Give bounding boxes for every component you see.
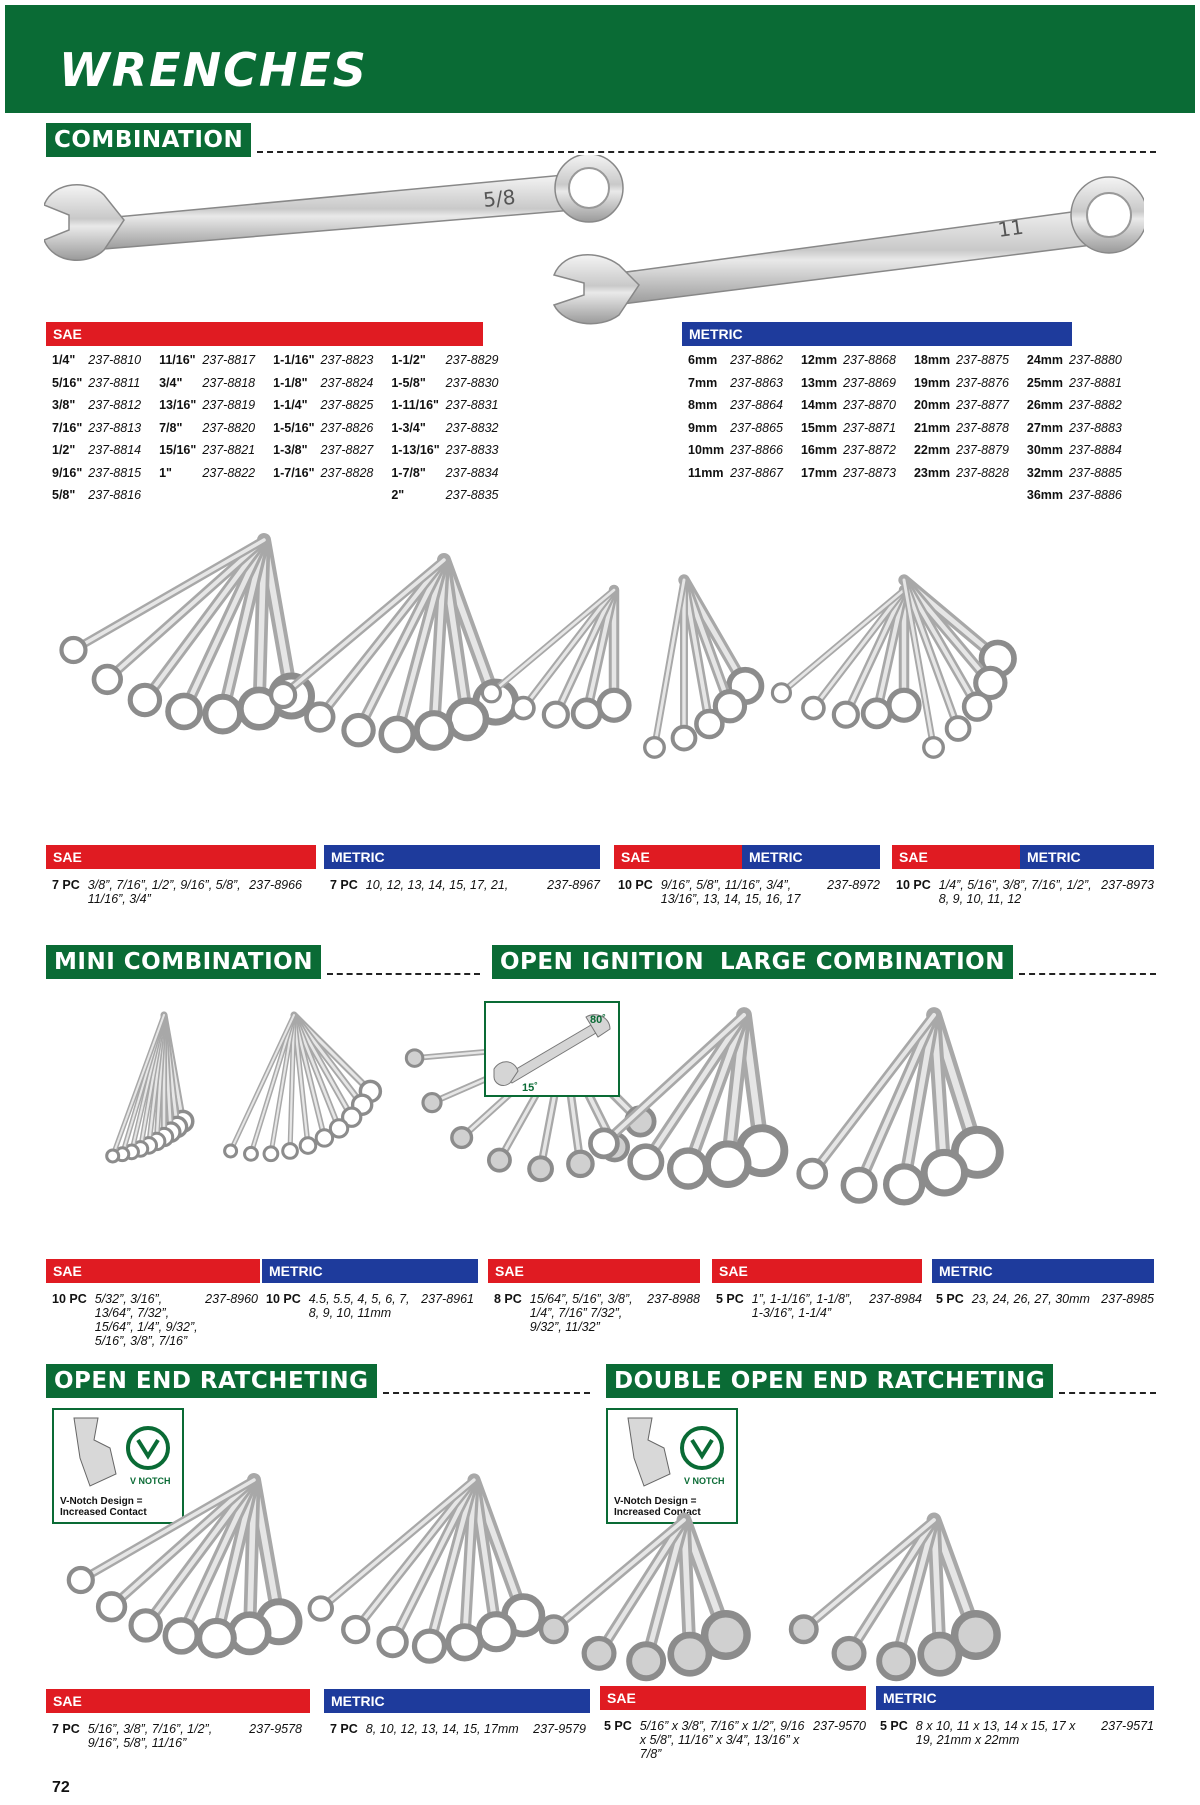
kit-sizes: 10, 12, 13, 14, 15, 17, 21, <box>365 878 509 892</box>
sae-bar: SAE <box>46 1259 260 1283</box>
page-number: 72 <box>52 1779 70 1796</box>
section-divider <box>1019 973 1156 975</box>
wrench-left <box>44 155 623 260</box>
wrench-size: 7mm <box>688 375 718 390</box>
kit-oer-sae-7 <box>52 1722 302 1750</box>
wrench-set-oer-sae <box>69 1480 299 1656</box>
part-number: 237-8827 <box>320 443 374 457</box>
kit-combo-mixed-10a <box>618 878 880 906</box>
part-number: 237-8886 <box>1069 488 1122 502</box>
wrench-set-oer-metric <box>310 1480 542 1661</box>
kit-sizes: 5/32”, 3/16”, 13/64”, 7/32”, 15/64”, 1/4”, 9/32”, 5/16”, 3/8”, 7/16” <box>94 1292 198 1348</box>
section-divider <box>383 1392 590 1394</box>
wrench-size: 24mm <box>1026 353 1064 367</box>
part-number: 237-8871 <box>843 420 896 435</box>
kit-part-number: 237-8961 <box>421 1292 474 1306</box>
kit-ignition-sae-8 <box>494 1292 700 1334</box>
kit-large-metric-5 <box>936 1292 1154 1306</box>
wrench-size: 8mm <box>688 398 718 412</box>
wrench-set-metric-7pc <box>271 560 516 750</box>
wrench-size: 30mm <box>1026 443 1064 457</box>
part-row <box>52 463 515 484</box>
wrench-set-mixed-10pc-b <box>772 580 1014 757</box>
vnotch-caption-line: V-Notch Design = <box>614 1496 697 1507</box>
part-number: 237-8833 <box>445 443 499 457</box>
part-row <box>688 395 1138 416</box>
kit-piece-count: 7 PC <box>330 1722 358 1736</box>
kit-piece-count: 8 PC <box>494 1292 522 1306</box>
angle-label: 80˚ <box>590 1014 606 1026</box>
part-number: 237-8824 <box>320 375 374 390</box>
section-header-open-ignition <box>492 945 705 979</box>
wrench-size: 1/4" <box>52 353 76 367</box>
part-number <box>202 485 271 506</box>
kit-sizes: 8, 10, 12, 13, 14, 15, 17mm <box>365 1722 519 1736</box>
kit-doer-metric-5 <box>880 1719 1154 1747</box>
kit-combo-sae-7 <box>52 878 302 906</box>
ignition-angle-inset <box>484 1001 620 1097</box>
part-number: 237-8879 <box>956 443 1009 457</box>
wrench-size <box>801 485 841 506</box>
part-row <box>688 418 1138 439</box>
part-number: 237-8828 <box>956 465 1009 480</box>
part-row <box>52 373 515 394</box>
section-header-combination <box>46 123 1156 157</box>
wrench-size: 36mm <box>1026 488 1064 502</box>
kit-part-number: 237-9578 <box>249 1722 302 1736</box>
kit-sizes: 4.5, 5.5, 4, 5, 6, 7, 8, 9, 10, 11mm <box>308 1292 410 1320</box>
metric-label: METRIC <box>1020 845 1154 869</box>
part-number: 237-8885 <box>1069 465 1122 480</box>
section-divider <box>257 151 1156 153</box>
kit-piece-count: 5 PC <box>716 1292 744 1306</box>
wrench-size: 1-3/8" <box>273 443 308 457</box>
part-number: 237-8869 <box>843 375 896 390</box>
kit-sizes: 15/64”, 5/16”, 3/8”, 1/4”, 7/16” 7/32”, 9/32”, 11/32” <box>529 1292 633 1334</box>
part-number: 237-8819 <box>202 398 256 412</box>
wrench-set-doer-sae <box>541 1520 747 1678</box>
part-row <box>688 440 1138 461</box>
part-number: 237-8870 <box>843 398 896 412</box>
part-row <box>52 418 515 439</box>
angle-label: 15˚ <box>522 1082 538 1094</box>
wrench-size: 23mm <box>913 465 951 480</box>
section-label: OPEN END RATCHETING <box>46 1364 377 1398</box>
wrench-size: 3/8" <box>52 398 76 412</box>
part-number: 237-8829 <box>445 353 499 367</box>
part-number: 237-8831 <box>445 398 499 412</box>
wrench-size: 26mm <box>1026 398 1064 412</box>
kit-piece-count: 5 PC <box>880 1719 908 1733</box>
kit-sizes: 3/8”, 7/16”, 1/2”, 9/16”, 5/8”, 11/16”, 3/4” <box>87 878 241 906</box>
section-divider <box>327 973 480 975</box>
wrench-size: 9mm <box>688 420 718 435</box>
part-number <box>956 485 1025 506</box>
part-number: 237-8810 <box>88 353 142 367</box>
wrench-size: 25mm <box>1026 375 1064 390</box>
part-number: 237-8865 <box>730 420 783 435</box>
kit-part-number: 237-8967 <box>547 878 600 892</box>
wrench-size: 20mm <box>913 398 951 412</box>
part-row <box>688 463 1138 484</box>
wrench-size: 19mm <box>913 375 951 390</box>
part-number: 237-8821 <box>202 443 256 457</box>
wrench-size <box>914 485 954 506</box>
part-row <box>52 350 515 371</box>
wrench-size-label: 11 <box>996 214 1025 242</box>
kit-large-sae-5 <box>716 1292 922 1320</box>
part-row <box>688 485 1138 506</box>
part-number: 237-8862 <box>730 353 783 367</box>
part-row <box>52 440 515 461</box>
part-number: 237-8830 <box>445 375 499 390</box>
part-number: 237-8813 <box>88 420 142 435</box>
wrench-size: 1-13/16" <box>391 443 440 457</box>
wrench-size-label: 5/8 <box>482 184 517 212</box>
kit-piece-count: 10 PC <box>618 878 653 892</box>
metric-bar: METRIC <box>932 1259 1154 1283</box>
sae-bar: SAE <box>46 1689 310 1713</box>
part-number: 237-8878 <box>956 420 1009 435</box>
part-number: 237-8880 <box>1069 353 1122 367</box>
wrench-size: 1-7/8" <box>391 465 426 480</box>
kit-piece-count: 5 PC <box>604 1719 632 1733</box>
kit-part-number: 237-8985 <box>1101 1292 1154 1306</box>
wrench-size: 1-1/4" <box>273 398 308 412</box>
metric-part-table <box>686 348 1140 508</box>
part-number: 237-8812 <box>88 398 142 412</box>
part-number: 237-8834 <box>445 465 499 480</box>
wrench-size: 5/8" <box>52 488 76 502</box>
kit-mini-metric-10 <box>266 1292 474 1320</box>
kit-oer-metric-7 <box>330 1722 586 1736</box>
kit-piece-count: 5 PC <box>936 1292 964 1306</box>
kit-piece-count: 7 PC <box>52 878 80 892</box>
sae-label: SAE <box>614 845 742 869</box>
wrench-size: 1-11/16" <box>391 398 439 412</box>
section-divider <box>1059 1392 1156 1394</box>
wrench-size: 12mm <box>800 353 838 367</box>
kit-doer-sae-5 <box>604 1719 866 1761</box>
part-row <box>688 350 1138 371</box>
kit-piece-count: 10 PC <box>896 878 931 892</box>
wrench <box>271 560 444 707</box>
kit-sizes: 8 x 10, 11 x 13, 14 x 15, 17 x 19, 21mm x 22mm <box>915 1719 1076 1747</box>
wrench-size <box>688 485 728 506</box>
metric-bar: METRIC <box>262 1259 478 1283</box>
part-number: 237-8816 <box>88 488 142 502</box>
wrench-size: 27mm <box>1026 420 1064 435</box>
section-header-mini-combination <box>46 945 480 979</box>
ratcheting-sets-image <box>44 1440 1164 1690</box>
part-number: 237-8883 <box>1069 420 1122 435</box>
wrench-right <box>554 177 1144 324</box>
wrench-size: 1/2" <box>52 443 76 457</box>
part-number: 237-8876 <box>956 375 1009 390</box>
section-label: DOUBLE OPEN END RATCHETING <box>606 1364 1053 1398</box>
wrench-set-mini-metric <box>225 1015 381 1161</box>
section-label: COMBINATION <box>46 123 251 157</box>
wrench <box>310 1480 474 1620</box>
wrench-size: 21mm <box>913 420 951 435</box>
kit-sizes: 1”, 1-1/16”, 1-1/8”, 1-3/16”, 1-1/4” <box>751 1292 853 1320</box>
wrench-size: 1-3/4" <box>391 420 426 435</box>
sae-part-table <box>50 348 517 508</box>
wrench-size: 1-1/2" <box>391 353 426 367</box>
part-number: 237-8811 <box>88 375 141 390</box>
metric-bar: METRIC <box>876 1686 1154 1710</box>
kit-piece-count: 7 PC <box>330 878 358 892</box>
vnotch-caption-line: V-Notch Design = <box>60 1496 143 1507</box>
wrench-size: 1-5/16" <box>273 420 315 435</box>
wrench-size: 13mm <box>800 375 838 390</box>
kit-sizes: 1/4”, 5/16”, 3/8”, 7/16”, 1/2”, 8, 9, 10, 11, 12 <box>938 878 1092 906</box>
kit-mini-sae-10 <box>52 1292 258 1348</box>
page-title: WRENCHES <box>59 43 368 97</box>
kit-part-number: 237-9579 <box>533 1722 586 1736</box>
metric-bar: METRIC <box>682 322 1072 346</box>
kit-part-number: 237-9571 <box>1101 1719 1154 1733</box>
kit-piece-count: 7 PC <box>52 1722 80 1736</box>
kit-part-number: 237-9570 <box>813 1719 866 1733</box>
wrench-set-doer-metric <box>791 1520 997 1678</box>
wrench-size: 13/16" <box>159 398 197 412</box>
wrench-size <box>273 485 318 506</box>
wrench-size: 1-1/16" <box>273 353 315 367</box>
sae-metric-bar <box>614 845 880 869</box>
wrench-set-mini-sae <box>107 1015 193 1162</box>
section-header-open-end-ratcheting <box>46 1364 590 1398</box>
metric-label: METRIC <box>742 845 880 869</box>
part-number: 237-8863 <box>730 375 783 390</box>
vnotch-caption-line: Increased Contact <box>614 1507 701 1518</box>
wrench-size <box>159 485 200 506</box>
part-number: 237-8866 <box>730 443 783 457</box>
wrench-size: 11/16" <box>159 353 196 367</box>
sae-bar: SAE <box>600 1686 866 1710</box>
kit-piece-count: 10 PC <box>266 1292 301 1306</box>
kit-part-number: 237-8972 <box>827 878 880 892</box>
wrench-size: 1-1/8" <box>273 375 308 390</box>
part-number: 237-8815 <box>88 465 142 480</box>
section-header-large-combination <box>712 945 1156 979</box>
wrench-size: 3/4" <box>159 375 183 390</box>
wrench-size: 7/8" <box>159 420 183 435</box>
part-number: 237-8864 <box>730 398 783 412</box>
sae-bar: SAE <box>488 1259 700 1283</box>
part-row <box>52 485 515 506</box>
wrench-size: 1" <box>159 465 172 480</box>
part-number: 237-8822 <box>202 465 256 480</box>
part-number: 237-8828 <box>320 465 374 480</box>
wrench-size: 5/16" <box>52 375 83 390</box>
part-number: 237-8826 <box>320 420 374 435</box>
section-label: OPEN IGNITION <box>492 945 712 979</box>
part-number <box>843 485 912 506</box>
vnotch-caption-line: Increased Contact <box>60 1507 147 1518</box>
part-row <box>52 395 515 416</box>
kit-part-number: 237-8984 <box>869 1292 922 1306</box>
part-number: 237-8832 <box>445 420 499 435</box>
metric-bar: METRIC <box>324 1689 590 1713</box>
wrench-set-mixed-10pc-a <box>482 580 761 757</box>
part-number: 237-8873 <box>843 465 896 480</box>
wrench-size: 2" <box>391 488 405 502</box>
kit-combo-metric-7 <box>330 878 600 892</box>
part-number: 237-8882 <box>1069 398 1122 412</box>
wrench-size: 9/16" <box>52 465 83 480</box>
kit-part-number: 237-8988 <box>647 1292 700 1306</box>
wrench-size: 7/16" <box>52 420 83 435</box>
wrench-size: 1-5/8" <box>391 375 426 390</box>
part-row <box>688 373 1138 394</box>
part-number: 237-8814 <box>88 443 142 457</box>
part-number: 237-8875 <box>956 353 1009 367</box>
section-label: MINI COMBINATION <box>46 945 321 979</box>
wrench-set-large-metric <box>799 1015 1000 1202</box>
kit-sizes: 23, 24, 26, 27, 30mm <box>971 1292 1090 1306</box>
kit-sizes: 9/16”, 5/8”, 11/16”, 3/4”, 13/16”, 13, 14, 15, 16, 17 <box>660 878 801 906</box>
wrench-size: 10mm <box>688 443 725 457</box>
metric-bar: METRIC <box>324 845 600 869</box>
combination-sets-image <box>44 520 1164 780</box>
part-number: 237-8884 <box>1069 443 1122 457</box>
kit-part-number: 237-8973 <box>1101 878 1154 892</box>
wrench-size: 16mm <box>800 443 838 457</box>
kit-part-number: 237-8960 <box>205 1292 258 1306</box>
section-label: LARGE COMBINATION <box>712 945 1013 979</box>
sae-label: SAE <box>892 845 1020 869</box>
kit-sizes: 5/16”, 3/8”, 7/16”, 1/2”, 9/16”, 5/8”, 11/16” <box>87 1722 213 1750</box>
wrench-size: 11mm <box>688 465 724 480</box>
kit-combo-mixed-10b <box>896 878 1154 906</box>
sae-bar: SAE <box>46 322 483 346</box>
part-number: 237-8881 <box>1069 375 1122 390</box>
ignition-wrench-diagram <box>486 1003 618 1095</box>
part-number: 237-8820 <box>202 420 256 435</box>
sae-metric-bar <box>892 845 1154 869</box>
part-number: 237-8825 <box>320 398 374 412</box>
wrench-size: 15mm <box>800 420 838 435</box>
part-number: 237-8867 <box>730 465 783 480</box>
part-number: 237-8835 <box>445 488 499 502</box>
part-number: 237-8868 <box>843 353 896 367</box>
part-number: 237-8818 <box>202 375 256 390</box>
part-number: 237-8817 <box>202 353 256 367</box>
kit-part-number: 237-8966 <box>249 878 302 892</box>
kit-piece-count: 10 PC <box>52 1292 87 1306</box>
vnotch-tag: V NOTCH <box>130 1476 171 1486</box>
part-number <box>730 485 799 506</box>
wrench-size: 17mm <box>800 465 838 480</box>
vnotch-tag: V NOTCH <box>684 1476 725 1486</box>
wrench-size: 6mm <box>688 353 718 367</box>
part-number <box>321 485 390 506</box>
wrench-size: 18mm <box>913 353 951 367</box>
part-number: 237-8823 <box>320 353 374 367</box>
sae-bar: SAE <box>712 1259 922 1283</box>
wrench-size: 1-7/16" <box>273 465 315 480</box>
sae-bar: SAE <box>46 845 316 869</box>
wrench-size: 15/16" <box>159 443 197 457</box>
wrench-size: 32mm <box>1026 465 1064 480</box>
page-banner <box>5 5 1195 113</box>
kit-sizes: 5/16” x 3/8”, 7/16” x 1/2”, 9/16 x 5/8”, 11/16” x 3/4”, 13/16” x 7/8” <box>639 1719 805 1761</box>
part-number: 237-8872 <box>843 443 896 457</box>
section-header-double-open-end-ratcheting <box>606 1364 1156 1398</box>
part-number: 237-8877 <box>956 398 1009 412</box>
hero-wrench-image <box>44 155 1144 325</box>
wrench-size: 22mm <box>913 443 951 457</box>
wrench-size: 14mm <box>800 398 838 412</box>
